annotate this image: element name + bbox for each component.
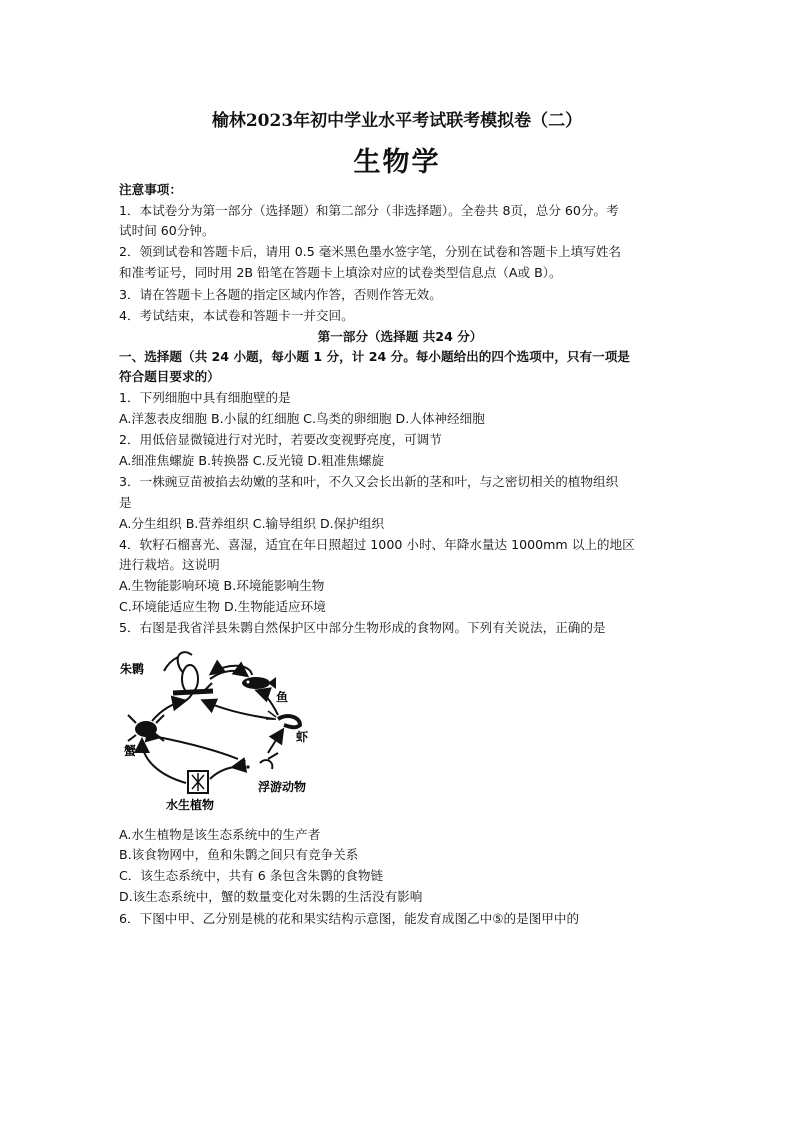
plankton-icon (236, 753, 278, 771)
notice-line: 4．考试结束，本试卷和答题卡一并交回。 (119, 308, 354, 323)
section-instructions: 一、选择题（共 24 小题，每小题 1 分，计 24 分。每小题给出的四个选项中，只有一项是 (119, 349, 630, 364)
arrow-shrimp-ibis (204, 701, 274, 719)
arrow-ibis-fish (210, 671, 246, 679)
question-5-option-d: D.该生态系统中，蟹的数量变化对朱鹮的生活没有影响 (119, 889, 423, 904)
question-2: 2．用低倍显微镜进行对光时，若要改变视野亮度，可调节 (119, 432, 442, 447)
question-5-option-a: A.水生植物是该生态系统中的生产者 (119, 827, 321, 842)
question-2-options: A.细准焦螺旋 B.转换器 C.反光镜 D.粗准焦螺旋 (119, 453, 385, 468)
notice-line: 和准考证号，同时用 2B 铅笔在答题卡上填涂对应的试卷类型信息点（A或 B）。 (119, 265, 562, 280)
exam-title: 榆林2023年初中学业水平考试联考模拟卷（二） (211, 111, 583, 131)
section-instructions-cont: 符合题目要求的） (119, 369, 220, 384)
label-fish: 鱼 (276, 690, 289, 704)
arrow-plankton-shrimp (268, 731, 282, 753)
ibis-icon (164, 652, 213, 705)
label-shrimp: 虾 (296, 730, 309, 744)
aquatic-plant-icon (188, 771, 208, 793)
label-plankton: 浮游动物 (258, 780, 307, 794)
question-6: 6．下图中甲、乙分别是桃的花和果实结构示意图，能发育成图乙中⑤的是图甲中的 (119, 911, 580, 926)
notice-line: 1．本试卷分为第一部分（选择题）和第二部分（非选择题）。全卷共 8页，总分 60分。考 (119, 203, 619, 218)
question-3: 3．一株豌豆苗被掐去幼嫩的茎和叶，不久又会长出新的茎和叶，与之密切相关的植物组织 (119, 474, 619, 489)
arrow-plant-crab (142, 741, 186, 783)
question-3-options: A.分生组织 B.营养组织 C.输导组织 D.保护组织 (119, 516, 385, 531)
question-4: 4．软籽石榴喜光、喜湿，适宜在年日照超过 1000 小时、年降水量达 1000mm 以上的地区 (119, 537, 635, 552)
label-ibis: 朱鹮 (120, 662, 145, 676)
question-5-option-c: C．该生态系统中，共有 6 条包含朱鹮的食物链 (119, 868, 384, 883)
question-4-options-ab: A.生物能影响环境 B.环境能影响生物 (119, 578, 325, 593)
notice-heading: 注意事项： (119, 182, 182, 197)
question-5: 5．右图是我省洋县朱鹮自然保护区中部分生物形成的食物网。下列有关说法，正确的是 (119, 620, 606, 635)
part1-heading: 第一部分（选择题 共24 分） (317, 329, 483, 344)
fish-icon (242, 677, 276, 689)
question-3-cont: 是 (119, 495, 132, 510)
question-4-options-cd: C.环境能适应生物 D.生物能适应环境 (119, 599, 326, 614)
label-aquatic-plants: 水生植物 (166, 798, 215, 812)
label-crab: 蟹 (124, 744, 137, 758)
question-5-option-b: B.该食物网中，鱼和朱鹮之间只有竞争关系 (119, 847, 359, 862)
notice-line: 试时间 60分钟。 (119, 223, 215, 238)
arrow-plant-plankton (210, 767, 234, 779)
notice-line: 3．请在答题卡上各题的指定区域内作答，否则作答无效。 (119, 287, 442, 302)
question-4-cont: 进行栽培。这说明 (119, 557, 220, 572)
food-web-figure (118, 643, 328, 823)
notice-line: 2．领到试卷和答题卡后，请用 0.5 毫米黑色墨水签字笔，分别在试卷和答题卡上填写姓名 (119, 244, 622, 259)
question-1: 1．下列细胞中具有细胞壁的是 (119, 390, 291, 405)
subject-title: 生物学 (353, 147, 441, 178)
question-1-options: A.洋葱表皮细胞 B.小鼠的红细胞 C.鸟类的卵细胞 D.人体神经细胞 (119, 411, 485, 426)
arrow-plankton-crab (158, 737, 238, 759)
